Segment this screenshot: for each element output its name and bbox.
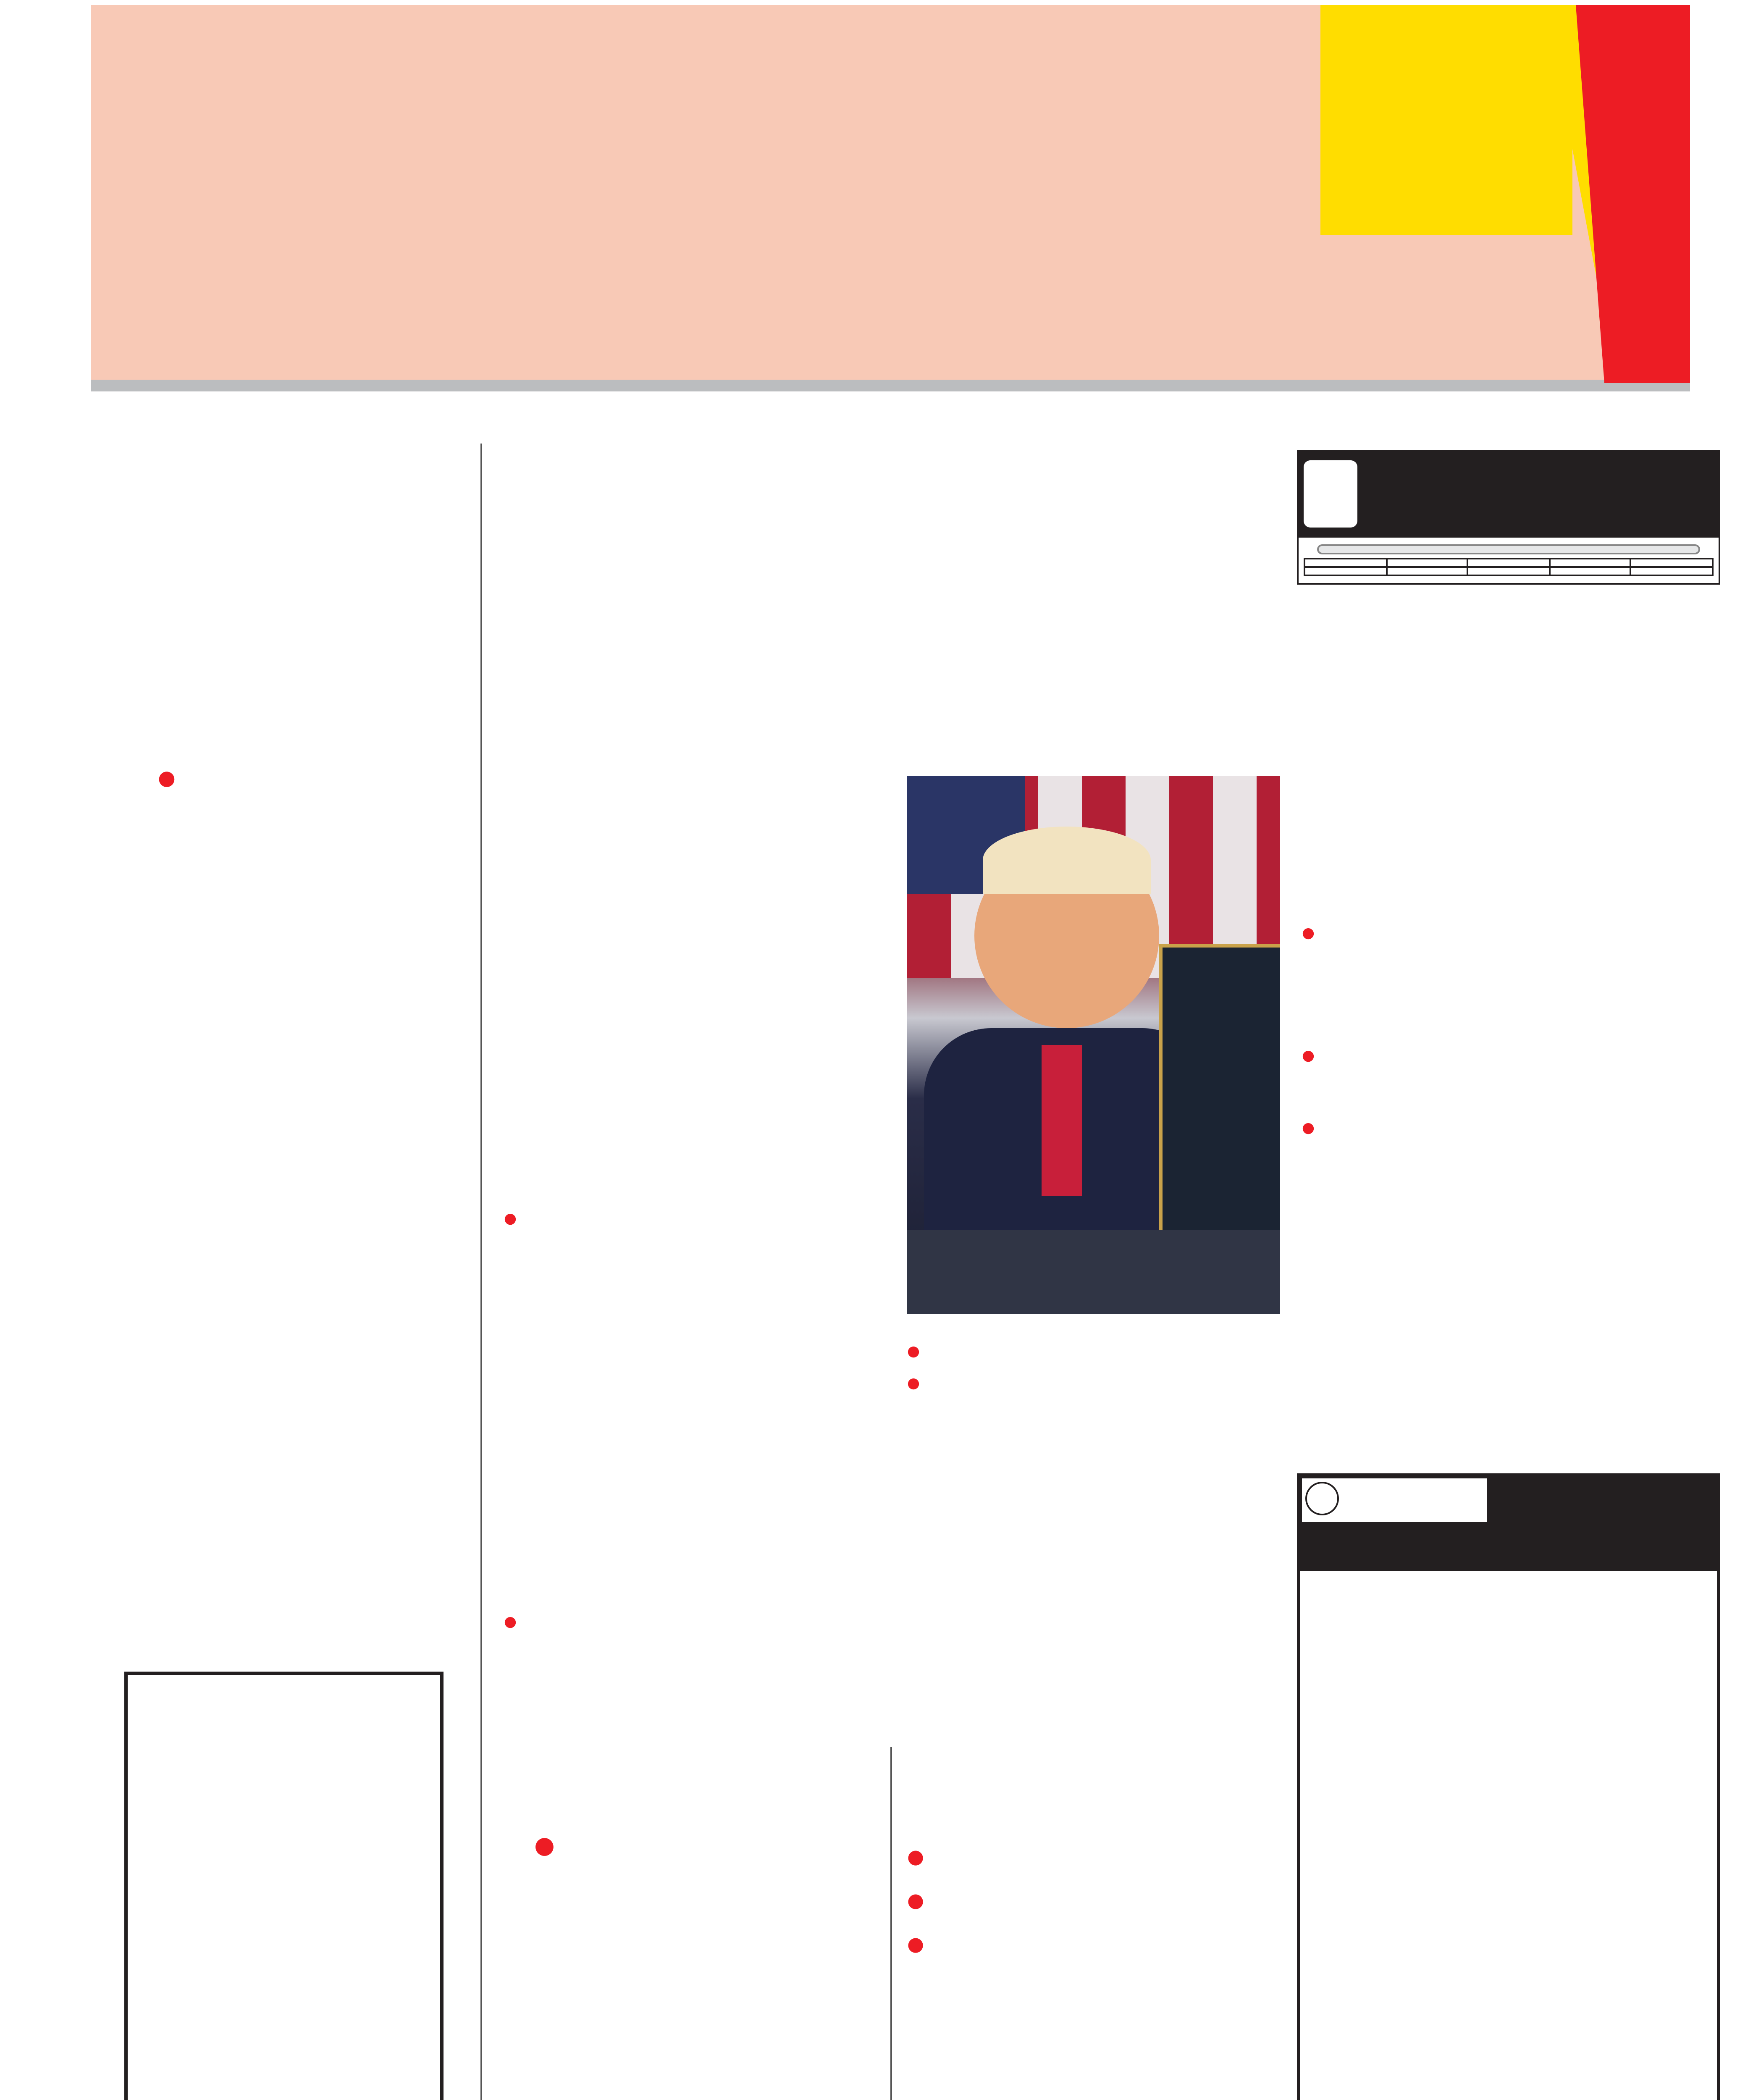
bom-logo xyxy=(1300,1477,1488,1524)
bullet-item xyxy=(907,1840,1294,1873)
public-notice-ad xyxy=(124,1672,444,2100)
table-header xyxy=(1631,559,1713,567)
person-tie xyxy=(1042,1045,1082,1196)
bom-header xyxy=(1297,1473,1720,1571)
bullet-dot-icon: ● xyxy=(504,1211,517,1228)
trump-photo xyxy=(907,776,1280,1314)
bullet-item xyxy=(907,1883,1294,1917)
bullet-dot-icon: ● xyxy=(1302,1121,1315,1137)
column-divider xyxy=(890,1747,892,2100)
table-cell xyxy=(1386,567,1467,575)
column-divider xyxy=(480,444,482,2100)
table-header xyxy=(1549,559,1631,567)
table-header-row xyxy=(1304,559,1713,567)
table-cell xyxy=(1468,567,1549,575)
neradi-bullet xyxy=(534,1828,870,1865)
tata-logo xyxy=(1304,460,1357,528)
bom-body xyxy=(1297,1571,1720,2100)
podium xyxy=(907,1230,1280,1314)
tata-table xyxy=(1304,558,1714,576)
bullet-dot-icon: ● xyxy=(158,766,176,790)
tata-notice-title-box xyxy=(1317,544,1700,554)
table-header xyxy=(1304,559,1386,567)
table-cell xyxy=(1304,567,1386,575)
israel-bullets xyxy=(907,1840,1294,1961)
bullet-item xyxy=(907,1927,1294,1961)
tata-header xyxy=(1297,450,1720,538)
tata-ad xyxy=(1297,450,1720,1357)
person-hair xyxy=(983,827,1151,894)
claim-block xyxy=(504,1210,887,1231)
left-story-bullet xyxy=(158,763,444,793)
masthead-shadow xyxy=(91,380,1690,391)
board-title xyxy=(1163,948,1280,961)
main-story-col2 xyxy=(907,1336,1280,1396)
claim-block xyxy=(907,1342,1280,1364)
table-cell xyxy=(1631,567,1713,575)
bullet-dot-icon: ● xyxy=(907,1845,924,1868)
bullet-dot-icon: ● xyxy=(1302,1048,1315,1065)
bullet-dot-icon: ● xyxy=(907,1344,920,1361)
logo-panel xyxy=(1320,5,1572,235)
table-header xyxy=(1468,559,1549,567)
bom-emblem-icon xyxy=(1305,1482,1339,1515)
bullet-dot-icon: ● xyxy=(907,1376,920,1393)
tata-body xyxy=(1297,538,1720,585)
bullet-dot-icon: ● xyxy=(907,1932,924,1956)
claim-block xyxy=(504,1613,887,1635)
claim-block xyxy=(907,1374,1280,1396)
bullet-dot-icon: ● xyxy=(1302,926,1315,942)
bullet-dot-icon: ● xyxy=(504,1614,517,1631)
bom-ad xyxy=(1297,1473,1720,2100)
bullet-dot-icon: ● xyxy=(534,1833,555,1860)
table-header xyxy=(1386,559,1467,567)
table-cell xyxy=(1549,567,1631,575)
bullet-dot-icon: ● xyxy=(907,1888,924,1912)
table-row xyxy=(1304,567,1713,575)
